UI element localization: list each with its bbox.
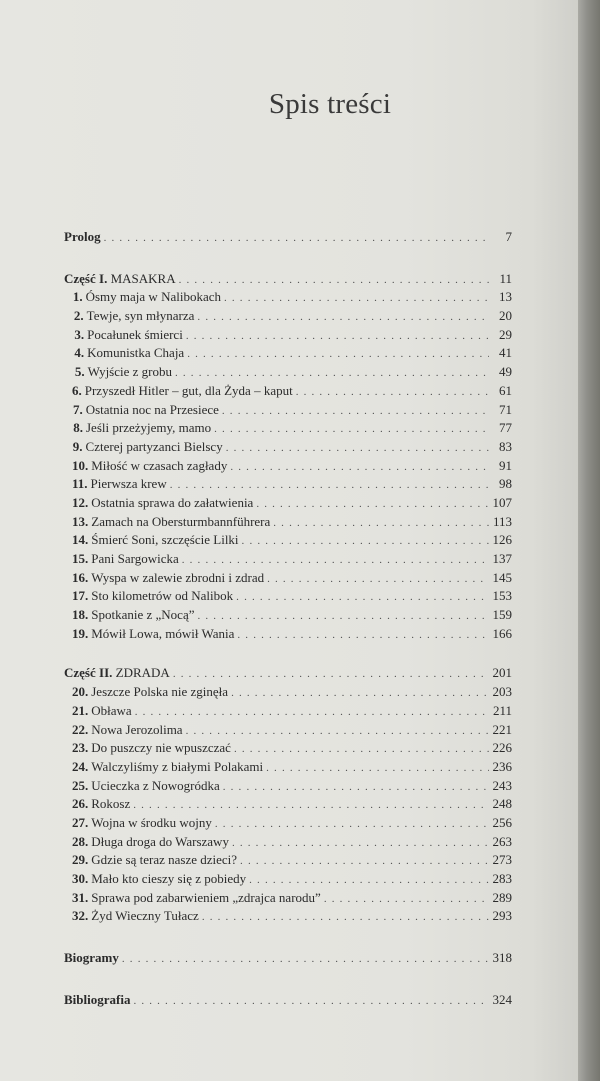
toc-chapter xyxy=(64,625,512,644)
dot-leader xyxy=(133,992,489,1011)
dot-leader xyxy=(222,402,489,421)
chapter-title: Do puszczy nie wpuszczać xyxy=(91,740,231,756)
dot-leader xyxy=(236,588,489,607)
dot-leader xyxy=(237,626,489,645)
chapter-number: 12. xyxy=(72,494,89,510)
chapter-title: Obława xyxy=(91,702,132,718)
chapter-number: 14. xyxy=(72,532,89,548)
chapter-number: 29. xyxy=(72,852,89,868)
dot-leader xyxy=(266,759,489,778)
chapter-number: 4. xyxy=(74,345,85,361)
toc-chapter xyxy=(64,326,512,345)
chapter-number: 25. xyxy=(72,777,89,793)
dot-leader xyxy=(182,551,489,570)
dot-leader xyxy=(173,665,489,684)
chapter-number: 15. xyxy=(72,551,89,566)
dot-leader xyxy=(267,570,489,589)
chapter-title: Gdzie są teraz nasze dzieci? xyxy=(91,852,238,868)
chapter-number: 22. xyxy=(72,721,89,737)
page-edge xyxy=(578,0,600,1081)
part-name: MASAKRA xyxy=(110,270,176,286)
chapter-title: Nowa Jerozolima xyxy=(91,721,183,737)
chapter-number: 16. xyxy=(72,569,89,585)
chapter-title: Jeśli przeżyjemy, mamo xyxy=(86,420,212,436)
chapter-page: 71 xyxy=(499,401,512,417)
toc-entry-bibliografia xyxy=(64,991,512,1010)
dot-leader xyxy=(324,890,489,909)
chapter-title: Czterej partyzanci Bielscy xyxy=(85,438,223,454)
chapter-page: 98 xyxy=(499,476,512,492)
chapter-number: 24. xyxy=(72,758,89,774)
chapter-title: Rokosz xyxy=(91,796,131,812)
chapter-page: 20 xyxy=(499,308,512,324)
part-1-chapters xyxy=(64,288,512,643)
dot-leader xyxy=(296,383,489,402)
toc-chapter xyxy=(64,307,512,326)
chapter-page: 256 xyxy=(492,814,512,830)
dot-leader xyxy=(256,495,489,514)
dot-leader xyxy=(179,271,489,290)
chapter-title: Spotkanie z „Nocą” xyxy=(91,607,195,623)
dot-leader xyxy=(234,740,489,759)
chapter-page: 159 xyxy=(492,607,512,623)
dot-leader xyxy=(197,607,489,626)
chapter-page: 273 xyxy=(492,852,512,868)
chapter-title: Mówił Lowa, mówił Wania xyxy=(91,625,235,641)
part-label: Część II. xyxy=(64,665,113,681)
chapter-number: 19. xyxy=(72,625,89,641)
toc-chapter xyxy=(64,889,512,908)
chapter-page: 126 xyxy=(492,532,512,548)
toc-chapter xyxy=(64,739,512,758)
chapter-page: 107 xyxy=(492,494,512,510)
chapter-page: 145 xyxy=(492,569,512,585)
dot-leader xyxy=(249,871,489,890)
dot-leader xyxy=(202,908,489,927)
chapter-title: Pani Sargowicka xyxy=(91,551,179,566)
chapter-title: Śmierć Soni, szczęście Lilki xyxy=(91,532,239,548)
dot-leader xyxy=(186,327,489,346)
dot-leader xyxy=(135,703,489,722)
chapter-number: 21. xyxy=(72,702,89,718)
toc-chapter xyxy=(64,419,512,438)
chapter-title: Jeszcze Polska nie zginęła xyxy=(91,684,229,700)
toc-chapter xyxy=(64,606,512,625)
dot-leader xyxy=(133,796,489,815)
toc-chapter xyxy=(64,531,512,550)
chapter-title: Przyszedł Hitler – gut, dla Żyda – kaput xyxy=(84,382,293,398)
toc-chapter xyxy=(64,587,512,606)
chapter-page: 166 xyxy=(492,625,512,641)
chapter-number: 8. xyxy=(73,420,83,436)
chapter-page: 29 xyxy=(499,326,512,342)
chapter-number: 32. xyxy=(72,908,89,924)
chapter-page: 91 xyxy=(499,457,512,473)
part-label: Część I. xyxy=(64,270,108,286)
dot-leader xyxy=(231,684,489,703)
dot-leader xyxy=(240,852,489,871)
toc-chapter xyxy=(64,513,512,532)
chapter-number: 10. xyxy=(72,457,89,473)
dot-leader xyxy=(104,229,489,248)
chapter-number: 30. xyxy=(72,871,89,886)
dot-leader xyxy=(187,345,489,364)
chapter-title: Pierwsza krew xyxy=(90,476,167,492)
chapter-page: 226 xyxy=(492,740,512,756)
chapter-title: Żyd Wieczny Tułacz xyxy=(91,908,199,924)
chapter-number: 27. xyxy=(72,814,89,830)
part-title xyxy=(64,270,176,289)
entry-title: Biogramy xyxy=(64,950,119,966)
entry-page: 201 xyxy=(492,665,512,681)
chapter-page: 293 xyxy=(492,908,512,924)
chapter-page: 243 xyxy=(492,777,512,793)
dot-leader xyxy=(242,532,489,551)
chapter-title: Długa droga do Warszawy xyxy=(91,833,229,849)
toc-chapter xyxy=(64,907,512,926)
toc-chapter xyxy=(64,702,512,721)
chapter-page: 61 xyxy=(499,382,512,398)
dot-leader xyxy=(215,815,489,834)
toc-chapter xyxy=(64,683,512,702)
chapter-title: Walczyliśmy z białymi Polakami xyxy=(91,758,264,774)
chapter-number: 11. xyxy=(72,476,88,492)
chapter-title: Sprawa pod zabarwieniem „zdrajca narodu” xyxy=(91,889,321,905)
chapter-title: Ostatnia sprawa do załatwienia xyxy=(91,494,254,510)
chapter-page: 83 xyxy=(499,438,512,454)
dot-leader xyxy=(223,778,489,797)
dot-leader xyxy=(197,308,489,327)
toc-chapter xyxy=(64,475,512,494)
chapter-title: Ósmy maja w Nalibokach xyxy=(85,289,221,305)
dot-leader xyxy=(273,514,489,533)
dot-leader xyxy=(186,722,489,741)
toc-chapter xyxy=(64,550,512,569)
toc-chapter xyxy=(64,457,512,476)
chapter-page: 263 xyxy=(492,833,512,849)
toc-entry-prolog xyxy=(64,228,512,247)
chapter-page: 221 xyxy=(492,721,512,737)
chapter-number: 26. xyxy=(72,796,89,812)
entry-page: 318 xyxy=(492,950,512,966)
part-title xyxy=(64,664,170,683)
chapter-title: Tewje, syn młynarza xyxy=(86,308,195,324)
chapter-page: 13 xyxy=(499,289,512,305)
toc-part-2 xyxy=(64,664,512,683)
chapter-page: 113 xyxy=(492,513,512,529)
toc-chapter xyxy=(64,795,512,814)
chapter-number: 17. xyxy=(72,588,89,604)
table-of-contents xyxy=(64,228,512,1009)
chapter-number: 31. xyxy=(72,889,89,905)
entry-page: 324 xyxy=(492,991,512,1007)
chapter-title: Sto kilometrów od Nalibok xyxy=(91,588,234,604)
part-name: ZDRADA xyxy=(115,665,170,681)
toc-chapter xyxy=(64,363,512,382)
toc-chapter xyxy=(64,758,512,777)
chapter-number: 28. xyxy=(72,833,89,849)
toc-chapter xyxy=(64,721,512,740)
chapter-number: 13. xyxy=(72,513,89,529)
chapter-title: Wyspa w zalewie zbrodni i zdrad xyxy=(91,569,265,585)
dot-leader xyxy=(226,439,489,458)
chapter-title: Ostatnia noc na Przesiece xyxy=(85,401,219,417)
dot-leader xyxy=(224,289,489,308)
toc-chapter xyxy=(64,438,512,457)
chapter-title: Ucieczka z Nowogródka xyxy=(91,777,220,793)
chapter-number: 20. xyxy=(72,684,89,700)
dot-leader xyxy=(122,950,489,969)
chapter-title: Wyjście z grobu xyxy=(87,364,172,380)
dot-leader xyxy=(214,420,489,439)
chapter-title: Pocałunek śmierci xyxy=(87,326,183,342)
chapter-page: 289 xyxy=(492,889,512,905)
toc-chapter xyxy=(64,344,512,363)
toc-part-1 xyxy=(64,270,512,289)
entry-page: 11 xyxy=(499,270,512,286)
toc-chapter xyxy=(64,288,512,307)
chapter-number: 6. xyxy=(72,382,82,398)
chapter-page: 137 xyxy=(492,551,512,566)
toc-chapter xyxy=(64,833,512,852)
toc-entry-biogramy xyxy=(64,949,512,968)
chapter-number: 7. xyxy=(72,401,83,417)
chapter-number: 18. xyxy=(72,607,89,623)
toc-chapter xyxy=(64,494,512,513)
toc-chapter xyxy=(64,777,512,796)
chapter-title: Wojna w środku wojny xyxy=(91,814,212,830)
chapter-page: 153 xyxy=(492,588,512,604)
chapter-title: Komunistka Chaja xyxy=(87,345,185,361)
chapter-page: 41 xyxy=(499,345,512,361)
toc-chapter xyxy=(64,814,512,833)
chapter-title: Mało kto cieszy się z pobiedy xyxy=(91,871,247,886)
chapter-page: 283 xyxy=(492,871,512,886)
chapter-number: 9. xyxy=(72,438,83,454)
chapter-page: 49 xyxy=(499,364,512,380)
chapter-number: 5. xyxy=(74,364,85,380)
chapter-page: 211 xyxy=(492,702,512,718)
toc-chapter xyxy=(64,382,512,401)
chapter-page: 236 xyxy=(492,758,512,774)
toc-chapter xyxy=(64,401,512,420)
dot-leader xyxy=(232,834,489,853)
page-title: Spis treści xyxy=(268,88,392,120)
toc-chapter xyxy=(64,870,512,889)
chapter-page: 203 xyxy=(492,684,512,700)
chapter-number: 3. xyxy=(74,326,85,342)
entry-title: Bibliografia xyxy=(64,991,131,1007)
chapter-title: Zamach na Obersturmbannführera xyxy=(91,513,271,529)
chapter-title: Miłość w czasach zagłady xyxy=(91,457,228,473)
chapter-number: 2. xyxy=(73,308,84,324)
toc-chapter xyxy=(64,569,512,588)
chapter-page: 248 xyxy=(492,796,512,812)
chapter-page: 77 xyxy=(499,420,512,436)
toc-chapter xyxy=(64,851,512,870)
dot-leader xyxy=(175,364,489,383)
chapter-number: 1. xyxy=(72,289,83,305)
chapter-number: 23. xyxy=(72,740,89,756)
dot-leader xyxy=(170,476,489,495)
part-2-chapters xyxy=(64,683,512,926)
dot-leader xyxy=(230,458,489,477)
entry-page: 7 xyxy=(505,229,512,244)
entry-title: Prolog xyxy=(64,229,101,244)
